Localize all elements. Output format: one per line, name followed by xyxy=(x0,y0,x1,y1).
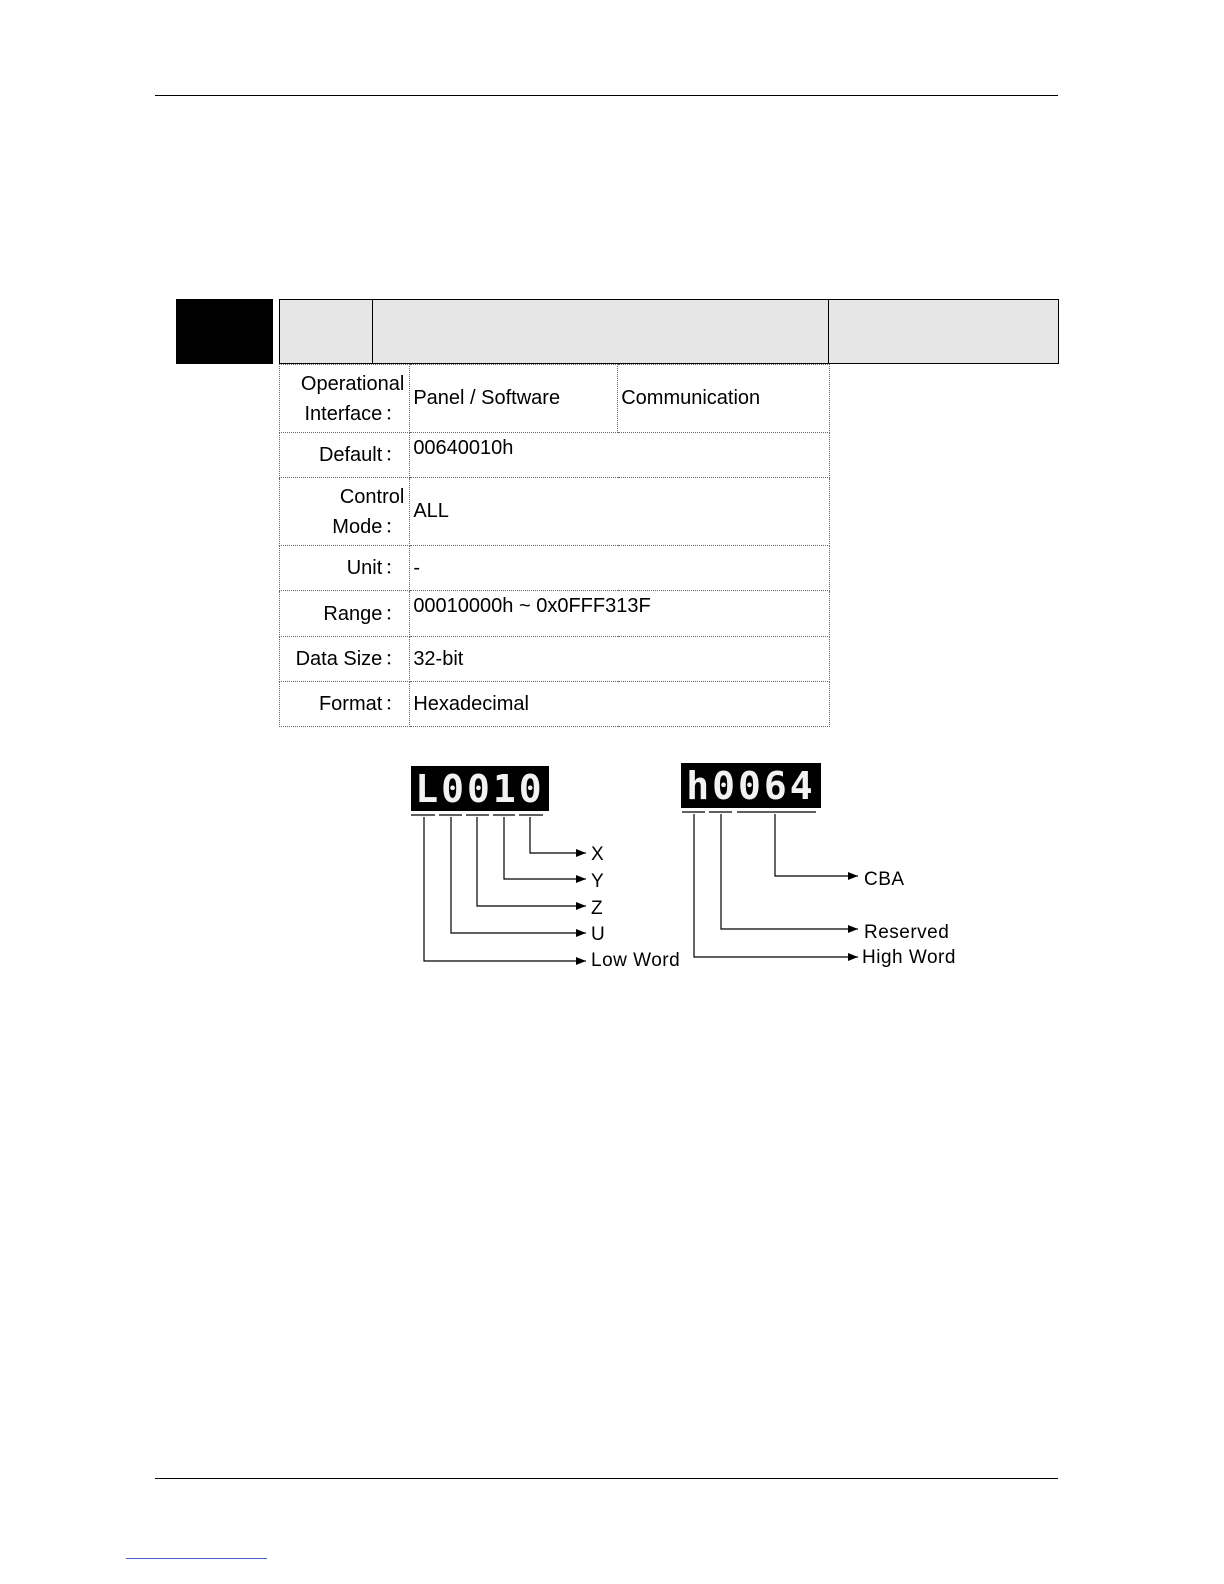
label-colon: ： xyxy=(384,602,405,625)
display-format-diagram xyxy=(400,755,980,985)
label-line: Data Size xyxy=(295,648,383,670)
label-colon: ： xyxy=(384,402,405,425)
label-high-word: High Word xyxy=(862,947,956,968)
value-format: Hexadecimal xyxy=(410,682,830,727)
label-colon: ： xyxy=(384,648,405,670)
row-data-size xyxy=(280,637,830,682)
label-default xyxy=(280,433,410,478)
high-word-display-text: h0064 xyxy=(686,763,816,808)
label-cba: CBA xyxy=(864,869,905,890)
header-cell-name xyxy=(373,300,829,363)
value-control-mode: ALL xyxy=(410,478,830,546)
value-interface-communication: Communication xyxy=(618,365,830,433)
row-range xyxy=(280,591,830,637)
label-z: Z xyxy=(591,898,604,919)
label-range xyxy=(280,591,410,637)
footer-rule xyxy=(155,1478,1058,1479)
parameter-properties-table xyxy=(279,364,830,727)
label-line: Interface xyxy=(304,402,383,425)
label-y: Y xyxy=(591,871,605,892)
label-operational-interface xyxy=(280,365,410,433)
header-rule xyxy=(155,95,1058,96)
label-line: Mode xyxy=(332,515,383,538)
low-word-display-text: L0010 xyxy=(415,766,545,811)
row-format xyxy=(280,682,830,727)
label-line: Default xyxy=(318,444,383,466)
label-line: Format xyxy=(318,693,383,715)
label-line: Operational xyxy=(300,372,405,395)
row-control-mode xyxy=(280,478,830,546)
value-default: 00640010h xyxy=(410,433,830,478)
label-colon: ： xyxy=(384,444,405,466)
label-low-word: Low Word xyxy=(591,950,681,971)
row-default xyxy=(280,433,830,478)
label-data-size xyxy=(280,637,410,682)
value-interface-panel: Panel / Software xyxy=(410,365,618,433)
label-line: Control xyxy=(339,485,405,508)
header-cell-address xyxy=(280,300,373,363)
row-operational-interface xyxy=(280,365,830,433)
row-unit xyxy=(280,546,830,591)
label-format xyxy=(280,682,410,727)
footer-link-underline xyxy=(126,1558,267,1559)
label-line: Unit xyxy=(346,557,383,579)
parameter-id-block xyxy=(176,299,273,364)
header-cell-section xyxy=(829,300,1058,363)
label-u: U xyxy=(591,924,606,945)
label-control-mode xyxy=(280,478,410,546)
label-colon: ： xyxy=(384,557,405,579)
value-data-size: 32-bit xyxy=(410,637,830,682)
label-colon: ： xyxy=(384,693,405,715)
label-reserved: Reserved xyxy=(864,922,950,943)
label-colon: ： xyxy=(384,515,405,538)
parameter-header-row xyxy=(279,299,1059,364)
label-line: Range xyxy=(323,602,383,625)
label-x: X xyxy=(591,844,605,865)
label-unit xyxy=(280,546,410,591)
value-range: 00010000h ~ 0x0FFF313F xyxy=(410,591,830,637)
value-unit: - xyxy=(410,546,830,591)
